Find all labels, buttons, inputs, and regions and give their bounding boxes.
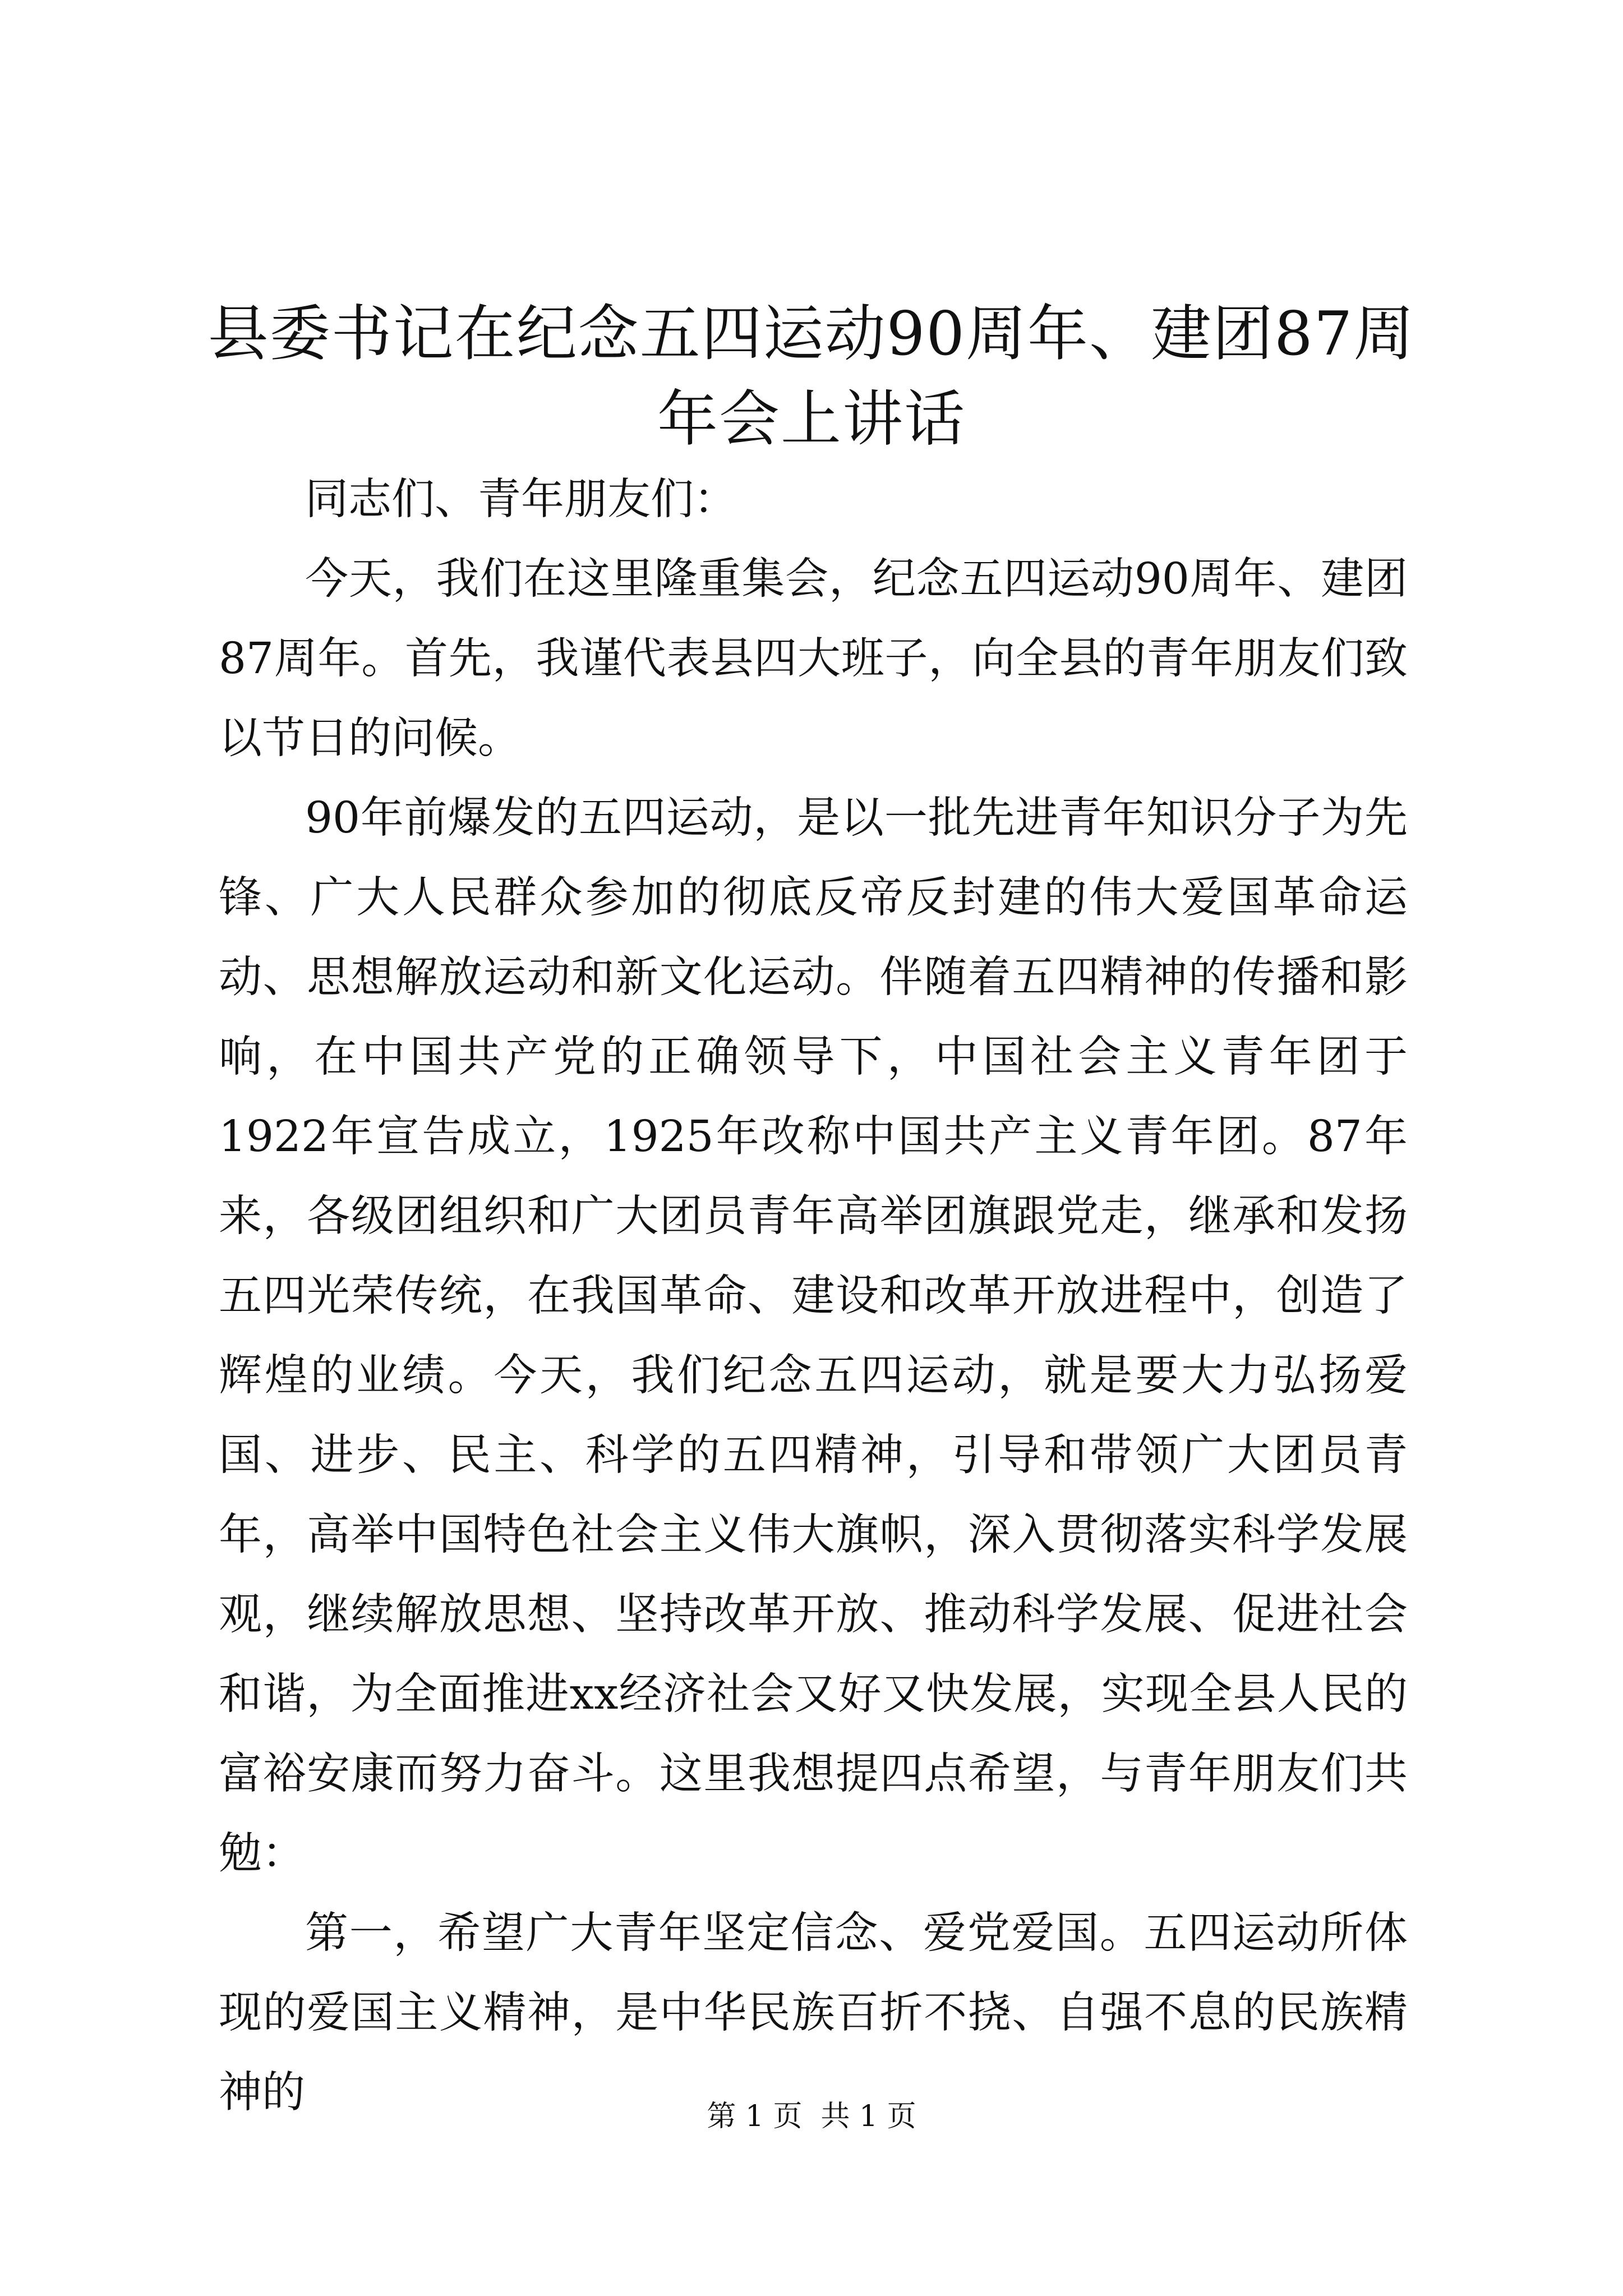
body-paragraph: 第一，希望广大青年坚定信念、爱党爱国。五四运动所体现的爱国主义精神，是中华民族百折不挠、自强不息的民族精神的: [219, 1908, 1408, 2118]
body-paragraph: 今天，我们在这里隆重集会，纪念五四运动90周年、建团87周年。首先，我谨代表县四大班子，向全县的青年朋友们致以节日的问候。: [219, 554, 1408, 763]
salutation-paragraph: 同志们、青年朋友们：: [305, 475, 737, 524]
page-number-label: 第 1 页 共 1 页: [707, 2100, 916, 2133]
document-body: [219, 460, 1408, 2133]
document-title: [168, 292, 1455, 462]
title-line-1: 县委书记在纪念五四运动90周年、建团87周: [208, 299, 1415, 369]
page-footer: [0, 2097, 1623, 2136]
title-line-2: 年会上讲话: [657, 384, 966, 454]
body-paragraph: 90年前爆发的五四运动，是以一批先进青年知识分子为先锋、广大人民群众参加的彻底反帝反封建的伟大爱国革命运动、思想解放运动和新文化运动。伴随着五四精神的传播和影响，在中国共产党的正确领导下，中国社会主义青年团于1922年宣告成立，1925年改称中国共产主义青年团。87年来，各级团组织和广大团员青年高举团旗跟党走，继承和发扬五四光荣传统，在我国革命、建设和改革开放进程中，创造了辉煌的业绩。今天，我们纪念五四运动，就是要大力弘扬爱国、进步、民主、科学的五四精神，引导和带领广大团员青年，高举中国特色社会主义伟大旗帜，深入贯彻落实科学发展观，继续解放思想、坚持改革开放、推动科学发展、促进社会和谐，为全面推进xx经济社会又好又快发展，实现全县人民的富裕安康而努力奋斗。这里我想提四点希望，与青年朋友们共勉：: [219, 793, 1408, 1879]
